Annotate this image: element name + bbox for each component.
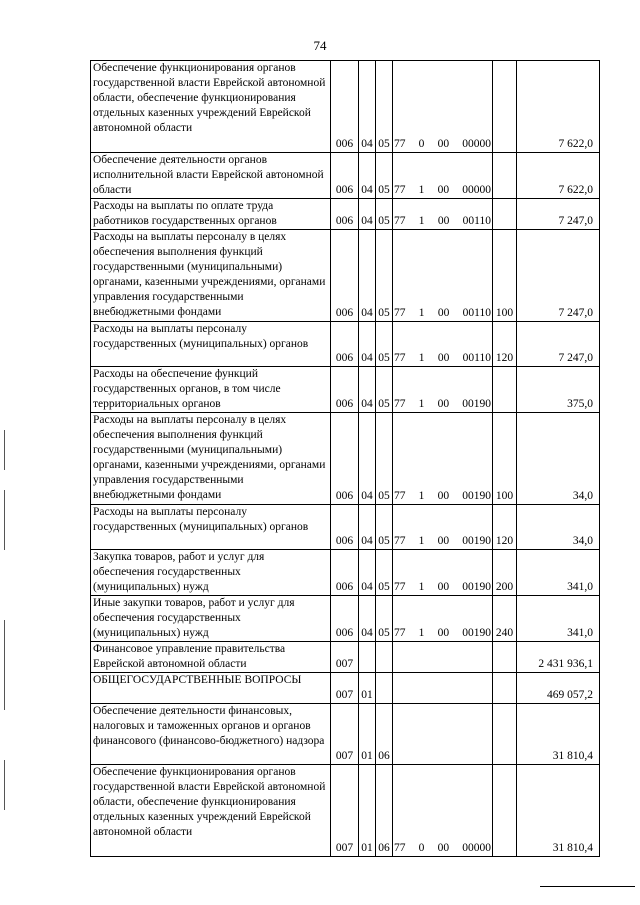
row-expense-type (493, 153, 517, 199)
row-name: Иные закупки товаров, работ и услуг для обеспечения государственных (муниципальных) нужд (91, 596, 331, 642)
row-ved: 006 (331, 367, 359, 413)
row-subsection: 05 (376, 199, 393, 230)
row-section: 04 (359, 505, 376, 550)
row-ved: 007 (331, 642, 359, 673)
row-target-article (393, 367, 493, 413)
row-amount: 375,0 (517, 367, 600, 413)
row-subsection: 05 (376, 230, 393, 322)
row-ved: 006 (331, 199, 359, 230)
row-target-article-part: 1 (418, 307, 425, 319)
row-expense-type: 100 (493, 230, 517, 322)
row-target-article-part: 00 (437, 398, 450, 410)
row-name: Обеспечение функционирования органов государственной власти Еврейской автономной области, обеспечение функционирования отдельных казенных учреждений Еврейской автономной области (91, 765, 331, 857)
budget-table (90, 60, 600, 857)
row-target-article (393, 596, 493, 642)
row-expense-type: 100 (493, 413, 517, 505)
row-expense-type (493, 199, 517, 230)
row-target-article-part: 00 (437, 490, 450, 502)
row-subsection: 05 (376, 367, 393, 413)
row-name: Обеспечение деятельности органов исполнительной власти Еврейской автономной области (91, 153, 331, 199)
row-target-article-part: 1 (418, 627, 425, 639)
row-name: Расходы на обеспечение функций государственных органов, в том числе территориальных органов (91, 367, 331, 413)
row-ved: 006 (331, 153, 359, 199)
row-subsection: 05 (376, 550, 393, 596)
row-ved: 006 (331, 505, 359, 550)
row-target-article-part: 00 (437, 215, 450, 227)
row-ved: 006 (331, 322, 359, 367)
row-name: ОБЩЕГОСУДАРСТВЕННЫЕ ВОПРОСЫ (91, 673, 331, 704)
row-ved: 006 (331, 413, 359, 505)
row-target-article-part: 00110 (462, 307, 491, 319)
row-section: 04 (359, 153, 376, 199)
row-subsection: 05 (376, 61, 393, 153)
row-expense-type: 200 (493, 550, 517, 596)
row-amount: 7 622,0 (517, 61, 600, 153)
row-target-article-part: 00190 (462, 535, 491, 547)
row-target-article-part: 00 (437, 184, 450, 196)
row-target-article (393, 505, 493, 550)
row-amount: 7 247,0 (517, 199, 600, 230)
row-target-article-part: 77 (394, 307, 406, 319)
row-target-article-part: 77 (394, 184, 406, 196)
row-target-article-part: 77 (394, 398, 406, 410)
row-ved: 006 (331, 550, 359, 596)
row-target-article-part: 00 (437, 352, 450, 364)
row-target-article-part: 77 (394, 842, 406, 854)
row-section: 01 (359, 765, 376, 857)
row-target-article-part: 77 (394, 627, 406, 639)
margin-mark (4, 490, 5, 550)
row-target-article (393, 704, 493, 765)
row-amount: 469 057,2 (517, 673, 600, 704)
row-target-article-part: 77 (394, 535, 406, 547)
row-target-article-part: 00000 (462, 842, 491, 854)
row-target-article-part: 00 (437, 307, 450, 319)
row-section: 04 (359, 413, 376, 505)
row-ved: 006 (331, 230, 359, 322)
table-row (91, 199, 600, 230)
row-name: Расходы на выплаты персоналу в целях обеспечения выполнения функций государственными (муниципальными) органами, казенными учреждениями, органами управления государственными внебюджетными фондами (91, 413, 331, 505)
row-name: Обеспечение деятельности финансовых, налоговых и таможенных органов и органов финансового (финансово-бюджетного) надзора (91, 704, 331, 765)
row-target-article-part: 77 (394, 352, 406, 364)
row-expense-type: 240 (493, 596, 517, 642)
row-target-article-part: 1 (418, 398, 425, 410)
row-amount: 341,0 (517, 550, 600, 596)
table-row (91, 367, 600, 413)
row-target-article-part: 00190 (462, 627, 491, 639)
row-name: Закупка товаров, работ и услуг для обеспечения государственных (муниципальных) нужд (91, 550, 331, 596)
row-section: 04 (359, 322, 376, 367)
margin-mark (4, 620, 5, 710)
row-ved: 006 (331, 596, 359, 642)
page-number: 74 (313, 38, 327, 53)
row-target-article (393, 322, 493, 367)
margin-mark (4, 430, 5, 470)
row-section: 04 (359, 61, 376, 153)
row-target-article-part: 77 (394, 490, 406, 502)
row-amount: 34,0 (517, 505, 600, 550)
row-expense-type (493, 367, 517, 413)
row-target-article-part: 00110 (462, 352, 491, 364)
row-subsection: 05 (376, 153, 393, 199)
row-target-article-part: 1 (418, 581, 425, 593)
row-amount: 341,0 (517, 596, 600, 642)
row-name: Расходы на выплаты по оплате труда работников государственных органов (91, 199, 331, 230)
row-subsection: 05 (376, 413, 393, 505)
row-target-article (393, 550, 493, 596)
row-amount: 7 247,0 (517, 230, 600, 322)
row-target-article (393, 765, 493, 857)
table-row (91, 642, 600, 673)
row-target-article-part: 1 (418, 490, 425, 502)
row-target-article-part: 77 (394, 215, 406, 227)
row-target-article (393, 199, 493, 230)
margin-mark (4, 760, 5, 810)
row-subsection (376, 673, 393, 704)
row-target-article-part: 0 (418, 138, 425, 150)
table-row (91, 230, 600, 322)
row-section: 04 (359, 230, 376, 322)
row-target-article (393, 413, 493, 505)
row-ved: 007 (331, 704, 359, 765)
row-subsection: 05 (376, 596, 393, 642)
row-expense-type (493, 61, 517, 153)
row-target-article (393, 61, 493, 153)
row-subsection: 06 (376, 765, 393, 857)
row-subsection: 05 (376, 322, 393, 367)
row-target-article-part: 00000 (462, 184, 491, 196)
table-row (91, 505, 600, 550)
row-section: 04 (359, 550, 376, 596)
row-section: 01 (359, 704, 376, 765)
table-row (91, 596, 600, 642)
row-name: Расходы на выплаты персоналу в целях обеспечения выполнения функций государственными (муниципальными) органами, казенными учреждениями, органами управления государственными внебюджетными фондами (91, 230, 331, 322)
table-row (91, 704, 600, 765)
row-section: 04 (359, 367, 376, 413)
row-amount: 7 622,0 (517, 153, 600, 199)
table-row (91, 413, 600, 505)
row-target-article (393, 153, 493, 199)
footer-rule (540, 886, 635, 887)
row-amount: 31 810,4 (517, 704, 600, 765)
row-target-article-part: 00110 (462, 215, 491, 227)
row-target-article-part: 1 (418, 215, 425, 227)
row-name: Финансовое управление правительства Еврейской автономной области (91, 642, 331, 673)
row-subsection: 06 (376, 704, 393, 765)
table-row (91, 765, 600, 857)
row-amount: 7 247,0 (517, 322, 600, 367)
row-target-article-part: 1 (418, 535, 425, 547)
row-ved: 007 (331, 765, 359, 857)
row-ved: 006 (331, 61, 359, 153)
row-target-article-part: 77 (394, 581, 406, 593)
table-row (91, 61, 600, 153)
row-section (359, 642, 376, 673)
row-name: Расходы на выплаты персоналу государственных (муниципальных) органов (91, 322, 331, 367)
row-target-article-part: 1 (418, 352, 425, 364)
row-expense-type (493, 704, 517, 765)
table-row (91, 550, 600, 596)
row-target-article-part: 00190 (462, 490, 491, 502)
row-target-article-part: 0 (418, 842, 425, 854)
row-expense-type (493, 765, 517, 857)
row-subsection (376, 642, 393, 673)
row-target-article-part: 00190 (462, 581, 491, 593)
row-expense-type (493, 642, 517, 673)
table-row (91, 673, 600, 704)
row-section: 04 (359, 199, 376, 230)
row-target-article-part: 00 (437, 842, 450, 854)
table-row (91, 153, 600, 199)
table-row (91, 322, 600, 367)
row-target-article (393, 230, 493, 322)
row-amount: 31 810,4 (517, 765, 600, 857)
row-target-article (393, 642, 493, 673)
row-section: 04 (359, 596, 376, 642)
row-target-article-part: 1 (418, 184, 425, 196)
row-amount: 34,0 (517, 413, 600, 505)
row-subsection: 05 (376, 505, 393, 550)
row-ved: 007 (331, 673, 359, 704)
row-target-article-part: 00 (437, 581, 450, 593)
row-amount: 2 431 936,1 (517, 642, 600, 673)
row-target-article-part: 00000 (462, 138, 491, 150)
row-target-article-part: 77 (394, 138, 406, 150)
row-target-article-part: 00 (437, 535, 450, 547)
row-target-article-part: 00 (437, 138, 450, 150)
row-expense-type: 120 (493, 322, 517, 367)
row-section: 01 (359, 673, 376, 704)
row-target-article (393, 673, 493, 704)
row-name: Обеспечение функционирования органов государственной власти Еврейской автономной области, обеспечение функционирования отдельных казенных учреждений Еврейской автономной области (91, 61, 331, 153)
row-name: Расходы на выплаты персоналу государственных (муниципальных) органов (91, 505, 331, 550)
row-expense-type (493, 673, 517, 704)
row-expense-type: 120 (493, 505, 517, 550)
row-target-article-part: 00 (437, 627, 450, 639)
row-target-article-part: 00190 (462, 398, 491, 410)
